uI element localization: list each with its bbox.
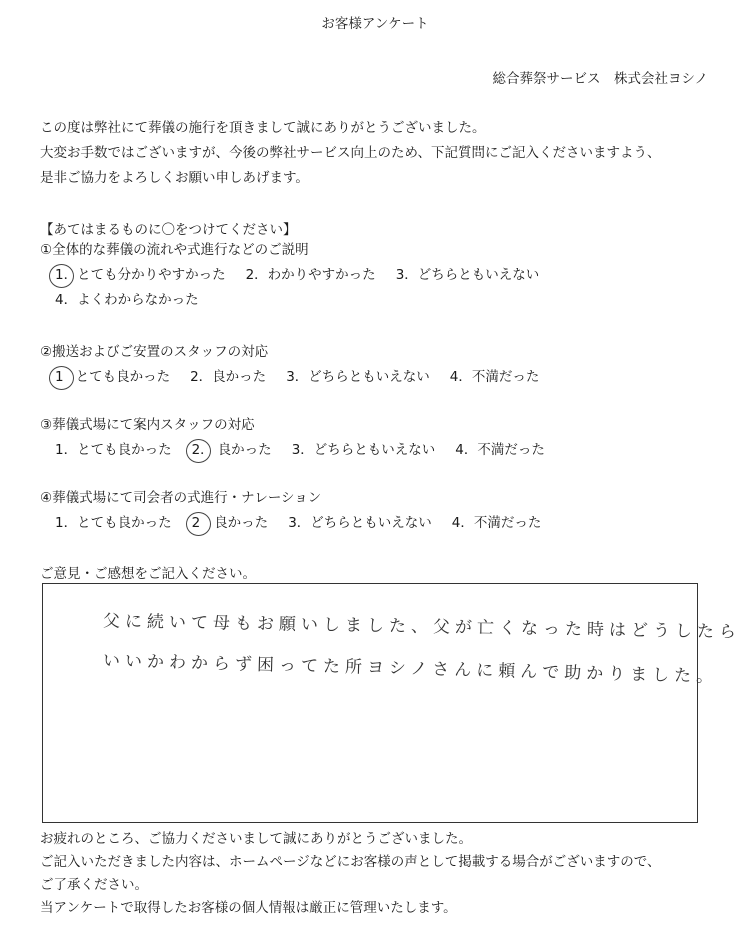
q2-option-2[interactable]: 2．良かった (190, 369, 267, 385)
footer-line-2: ご記入いただきました内容は、ホームページなどにお客様の声として掲載する場合がございますので、 (40, 854, 661, 870)
q2-option-1-label[interactable]: とても良かった (75, 369, 171, 385)
question-2-title: ②搬送およびご安置のスタッフの対応 (40, 344, 269, 360)
question-4 (40, 486, 561, 536)
question-1 (40, 238, 559, 313)
q4-option-2-label[interactable]: 良かった (214, 515, 269, 531)
q3-option-4[interactable]: 4．不満だった (455, 442, 545, 458)
company-name: 総合葬祭サービス 株式会社ヨシノ (492, 71, 708, 87)
question-3-options (40, 438, 565, 463)
question-1-options-row-2 (40, 288, 559, 313)
q4-option-2-number[interactable]: 2 (192, 511, 201, 536)
q1-option-2[interactable]: 2．わかりやすかった (245, 267, 376, 283)
question-3 (40, 413, 565, 463)
q3-option-2-label[interactable]: 良かった (217, 442, 272, 458)
q1-option-3[interactable]: 3．どちらともいえない (395, 267, 540, 283)
q2-option-1-number[interactable]: 1 (55, 365, 64, 390)
question-2-options (40, 365, 559, 390)
q1-option-1[interactable]: 1．とても分かりやすかった (55, 263, 226, 288)
question-1-title: ①全体的な葬儀の流れや式進行などのご説明 (40, 242, 309, 258)
q3-option-1[interactable]: 1．とても良かった (55, 442, 172, 458)
handwritten-comment-line-1: 父に続いて母もお願いしました、父が亡くなった時はどうしたら (102, 611, 742, 643)
footer-line-3: ご了承ください。 (40, 877, 148, 893)
q2-option-4[interactable]: 4．不満だった (449, 369, 540, 385)
footer-line-1: お疲れのところ、ご協力くださいまして誠にありがとうございました。 (40, 831, 472, 847)
q4-option-4[interactable]: 4．不満だった (451, 515, 542, 531)
q3-option-2-number[interactable]: 2． (192, 438, 214, 463)
footer-line-4: 当アンケートで取得したお客様の個人情報は厳正に管理いたします。 (40, 900, 457, 916)
question-4-title: ④葬儀式場にて司会者の式進行・ナレーション (40, 490, 322, 506)
intro-line-2: 大変お手数ではございますが、今後の弊社サービス向上のため、下記質問にご記入くださいますよう、 (40, 145, 661, 161)
q3-option-3[interactable]: 3．どちらともいえない (291, 442, 436, 458)
comment-box[interactable] (42, 583, 742, 823)
survey-title: お客様アンケート (321, 16, 429, 32)
footer-text (40, 828, 660, 920)
q1-option-4[interactable]: 4．よくわからなかった (55, 292, 199, 308)
intro-text (40, 116, 660, 191)
intro-line-1: この度は弊社にて葬儀の施行を頂きまして誠にありがとうございました。 (40, 120, 486, 136)
question-3-title: ③葬儀式場にて案内スタッフの対応 (40, 417, 255, 433)
instruction: 【あてはまるものに〇をつけてください】 (40, 222, 297, 238)
question-1-options (40, 263, 559, 288)
question-4-options (40, 511, 561, 536)
question-2 (40, 340, 559, 390)
q4-option-1[interactable]: 1．とても良かった (55, 515, 172, 531)
comments-label: ご意見・ご感想をご記入ください。 (40, 566, 256, 582)
handwritten-comment-line-2: いいかわからず困ってた所ヨシノさんに頼んで助かりました。 (102, 650, 719, 688)
q4-option-3[interactable]: 3．どちらともいえない (288, 515, 432, 531)
intro-line-3: 是非ご協力をよろしくお願い申しあげます。 (40, 170, 309, 186)
q2-option-3[interactable]: 3．どちらともいえない (286, 369, 430, 385)
